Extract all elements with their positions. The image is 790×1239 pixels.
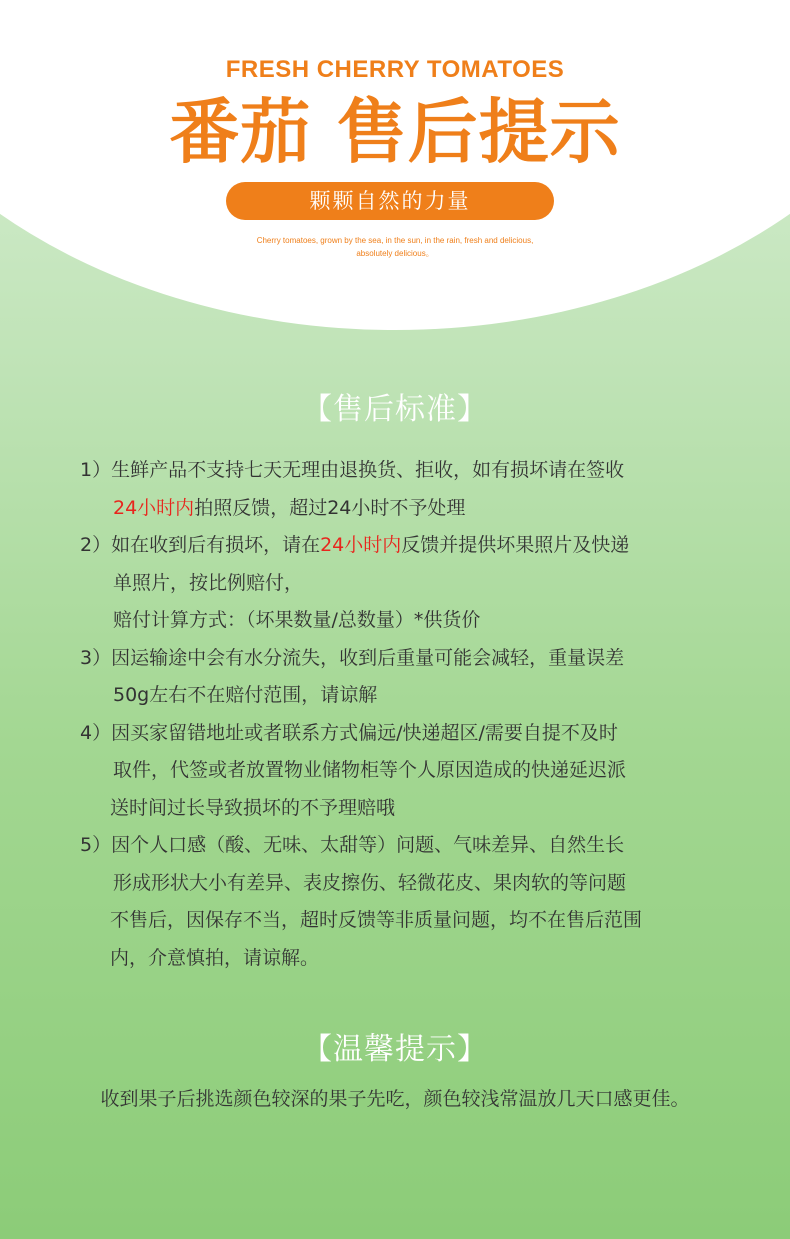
rule5-line2: 形成形状大小有差异、表皮擦伤、轻微花皮、果肉软的等问题 <box>113 871 627 894</box>
warm-tip-title: 【温馨提示】 <box>302 1032 488 1067</box>
rule5-line3: 不售后，因保存不当，超时反馈等非质量问题，均不在售后范围 <box>110 909 643 931</box>
rule5-line4: 内，介意慎拍，请谅解。 <box>110 946 320 969</box>
english-tagline <box>220 234 570 260</box>
english-title: FRESH CHERRY TOMATOES <box>225 56 565 83</box>
header <box>0 0 790 330</box>
rule2-line2: 单照片，按比例赔付， <box>113 571 304 594</box>
rule5-line1: 5）因个人口感（酸、无味、太甜等）问题、气味差异、自然生长 <box>80 834 625 856</box>
rule1-line2 <box>80 490 720 528</box>
english-tagline-line2: absolutely delicious。 <box>356 249 434 258</box>
rule3-line1: 3）因运输途中会有水分流失，收到后重量可能会减轻，重量误差 <box>80 646 625 669</box>
rule2-line3: 赔付计算方式：（坏果数量/总数量）*供货价 <box>113 609 481 631</box>
rule1-line2-rest: 拍照反馈，超过24小时不予处理 <box>194 496 466 519</box>
rule4-line1: 4）因买家留错地址或者联系方式偏远/快递超区/需要自提不及时 <box>80 721 618 744</box>
english-tagline-line1: Cherry tomatoes, grown by the sea, in the sun, in the rain, fresh and delicious, <box>256 236 534 245</box>
rule1-highlight: 24小时内 <box>113 496 195 519</box>
chinese-title: 番茄 售后提示 <box>169 91 621 173</box>
rule2-highlight: 24小时内 <box>320 534 402 556</box>
rule4-line2: 取件，代签或者放置物业储物柜等个人原因造成的快递延迟派 <box>113 759 627 781</box>
rule2-line1-post: 反馈并提供坏果照片及快递 <box>401 534 630 556</box>
rule2-line1-pre: 2）如在收到后有损坏，请在 <box>80 534 321 556</box>
rule4-line3: 送时间过长导致损坏的不予理赔哦 <box>110 796 396 819</box>
rule1-line1: 1）生鲜产品不支持七天无理由退换货、拒收，如有损坏请在签收 <box>80 459 625 481</box>
warm-tip-text: 收到果子后挑选颜色较深的果子先吃，颜色较浅常温放几天口感更佳。 <box>100 1088 690 1110</box>
after-sales-rules <box>80 452 720 977</box>
rule3-line2: 50g左右不在赔付范围，请谅解 <box>113 684 378 706</box>
after-sales-title: 【售后标准】 <box>302 392 488 427</box>
rule2-line1 <box>80 527 720 565</box>
slogan-pill: 颗颗自然的力量 <box>226 182 554 220</box>
